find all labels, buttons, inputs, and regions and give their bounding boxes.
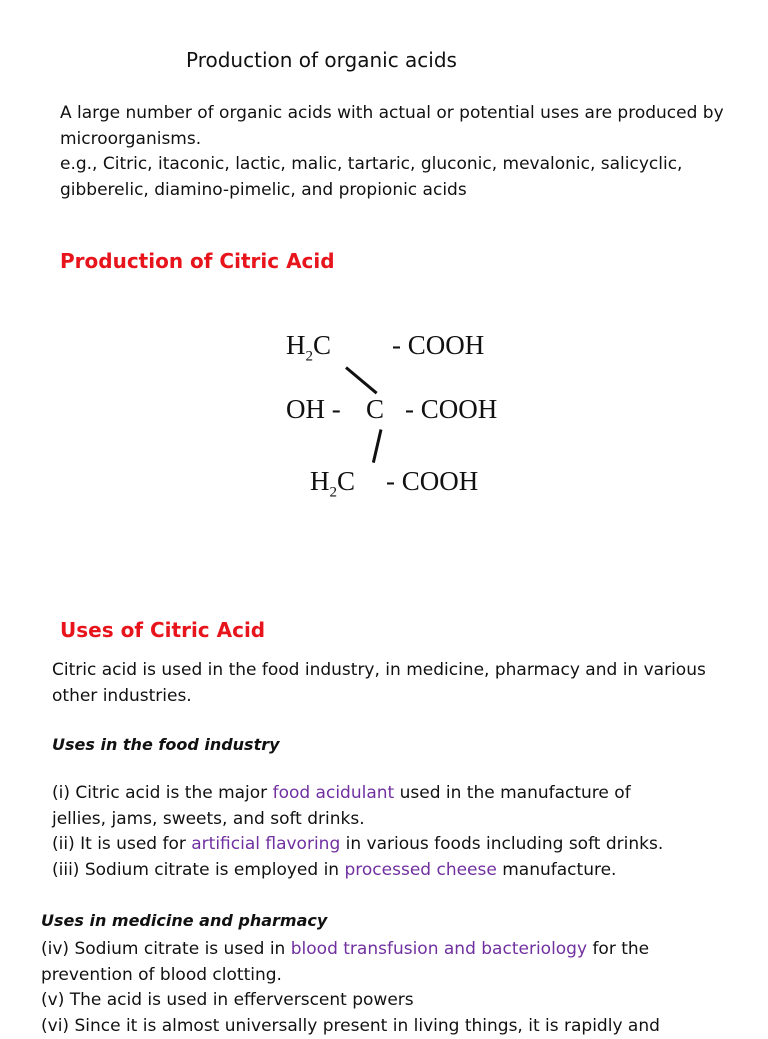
formula-text: H bbox=[286, 330, 306, 360]
citric-acid-structure bbox=[270, 328, 550, 503]
uses-intro-paragraph bbox=[52, 658, 706, 709]
list-item bbox=[52, 858, 663, 884]
formula-subscript: 2 bbox=[306, 348, 314, 364]
item-text: (i) Citric acid is the major bbox=[52, 783, 273, 803]
highlight-term: artificial flavoring bbox=[191, 834, 340, 854]
bond-line bbox=[345, 366, 378, 394]
section-heading-production: Production of Citric Acid bbox=[60, 249, 335, 273]
uses-intro-line: Citric acid is used in the food industry, in medicine, pharmacy and in various bbox=[52, 658, 706, 684]
item-text: (ii) It is used for bbox=[52, 834, 191, 854]
list-item bbox=[41, 937, 660, 963]
intro-line: gibberelic, diamino-pimelic, and propionic acids bbox=[60, 178, 724, 204]
list-item-partial: (vi) Since it is almost universally present in living things, it is rapidly and bbox=[41, 1014, 660, 1039]
page-title: Production of organic acids bbox=[186, 48, 457, 72]
formula-row1-left bbox=[286, 330, 331, 365]
medicine-subheading: Uses in medicine and pharmacy bbox=[41, 911, 327, 930]
list-item bbox=[52, 781, 663, 807]
formula-subscript: 2 bbox=[330, 484, 338, 500]
formula-row3-left bbox=[310, 466, 355, 501]
formula-row1-right: - COOH bbox=[392, 330, 484, 361]
intro-paragraph bbox=[60, 101, 724, 203]
highlight-term: blood transfusion and bacteriology bbox=[291, 939, 587, 959]
list-item bbox=[52, 832, 663, 858]
list-item-continued: jellies, jams, sweets, and soft drinks. bbox=[52, 807, 663, 833]
intro-line: microorganisms. bbox=[60, 127, 724, 153]
section-heading-uses: Uses of Citric Acid bbox=[60, 618, 265, 642]
formula-text: C bbox=[337, 466, 355, 496]
item-text: for the bbox=[587, 939, 649, 959]
formula-row2-left: OH - bbox=[286, 394, 341, 425]
item-text: manufacture. bbox=[497, 860, 617, 880]
list-item-continued: prevention of blood clotting. bbox=[41, 963, 660, 989]
highlight-term: food acidulant bbox=[273, 783, 395, 803]
intro-line: e.g., Citric, itaconic, lactic, malic, tartaric, gluconic, mevalonic, salicyclic, bbox=[60, 152, 724, 178]
item-text: used in the manufacture of bbox=[394, 783, 630, 803]
formula-text: C bbox=[313, 330, 331, 360]
bond-line bbox=[372, 429, 383, 463]
item-text: (iii) Sodium citrate is employed in bbox=[52, 860, 345, 880]
list-item: (v) The acid is used in efferverscent powers bbox=[41, 988, 660, 1014]
formula-row2-right: - COOH bbox=[405, 394, 497, 425]
uses-intro-line: other industries. bbox=[52, 684, 706, 710]
item-text: in various foods including soft drinks. bbox=[340, 834, 663, 854]
intro-line: A large number of organic acids with actual or potential uses are produced by bbox=[60, 101, 724, 127]
highlight-term: processed cheese bbox=[345, 860, 497, 880]
food-uses-list bbox=[52, 781, 663, 883]
formula-row2-center: C bbox=[366, 394, 384, 425]
item-text: (iv) Sodium citrate is used in bbox=[41, 939, 291, 959]
food-industry-subheading: Uses in the food industry bbox=[52, 735, 280, 754]
formula-row3-right: - COOH bbox=[386, 466, 478, 497]
formula-text: H bbox=[310, 466, 330, 496]
